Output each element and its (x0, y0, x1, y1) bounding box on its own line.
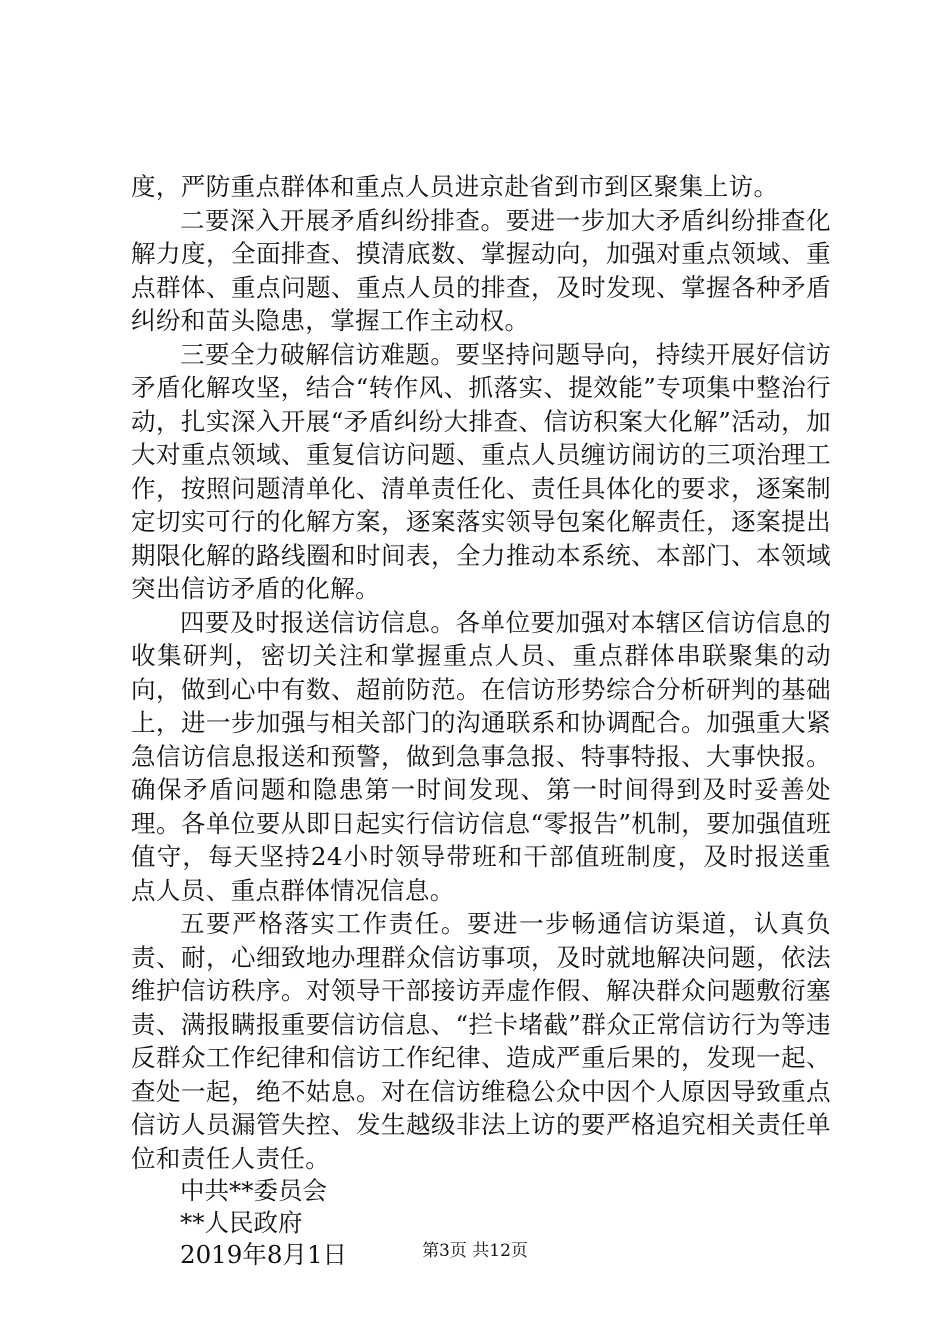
signature-org-party: 中共**委员会 (180, 1176, 327, 1205)
page-footer (0, 1240, 950, 1262)
paragraph-item-2: 二要深入开展矛盾纠纷排查。要进一步加大矛盾纠纷排查化解力度，全面排查、摸清底数、掌握动向，加强对重点领域、重点群体、重点问题、重点人员的排查，及时发现、掌握各种矛盾纠纷和苗头隐患，掌握工作主动权。 (131, 205, 831, 335)
paragraph-item-4: 四要及时报送信访信息。各单位要加强对本辖区信访信息的收集研判，密切关注和掌握重点人员、重点群体串联聚集的动向，做到心中有数、超前防范。在信访形势综合分析研判的基础上，进一步加强与相关部门的沟通联系和协调配合。加强重大紧急信访信息报送和预警，做到急事急报、特事特报、大事快报。确保矛盾问题和隐患第一时间发现、第一时间得到及时妥善处理。各单位要从即日起实行信访信息“零报告”机制，要加强值班值守，每天坚持24小时领导带班和干部值班制度，及时报送重点人员、重点群体情况信息。 (131, 607, 831, 905)
paragraph-item-5: 五要严格落实工作责任。要进一步畅通信访渠道，认真负责、耐，心细致地办理群众信访事项，及时就地解决问题，依法维护信访秩序。对领导干部接访弄虚作假、解决群众问题敷衍塞责、满报瞒报重要信访信息、“拦卡堵截”群众正常信访行为等违反群众工作纪律和信访工作纪律、造成严重后果的，发现一起、查处一起，绝不姑息。对在信访维稳公众中因个人原因导致重点信访人员漏管失控、发生越级非法上访的要严格追究相关责任单位和责任人责任。 (131, 909, 831, 1173)
page-number: 第3页 共12页 (422, 1241, 528, 1261)
paragraph-item-3: 三要全力破解信访难题。要坚持问题导向，持续开展好信访矛盾化解攻坚，结合“转作风、抓落实、提效能”专项集中整治行动，扎实深入开展“矛盾纠纷大排查、信访积案大化解”活动，加大对重点领域、重复信访问题、重点人员缠访闹访的三项治理工作，按照问题清单化、清单责任化、责任具体化的要求，逐案制定切实可行的化解方案，逐案落实领导包案化解责任，逐案提出期限化解的路线圈和时间表，全力推动本系统、本部门、本领域突出信访矛盾的化解。 (131, 339, 831, 603)
document-body (131, 170, 831, 1271)
paragraph-continuation: 度，严防重点群体和重点人员进京赴省到市到区聚集上访。 (131, 172, 779, 201)
signature-date: 2019年8月1日 (180, 1240, 348, 1269)
signature-org-government: **人民政府 (180, 1208, 303, 1237)
